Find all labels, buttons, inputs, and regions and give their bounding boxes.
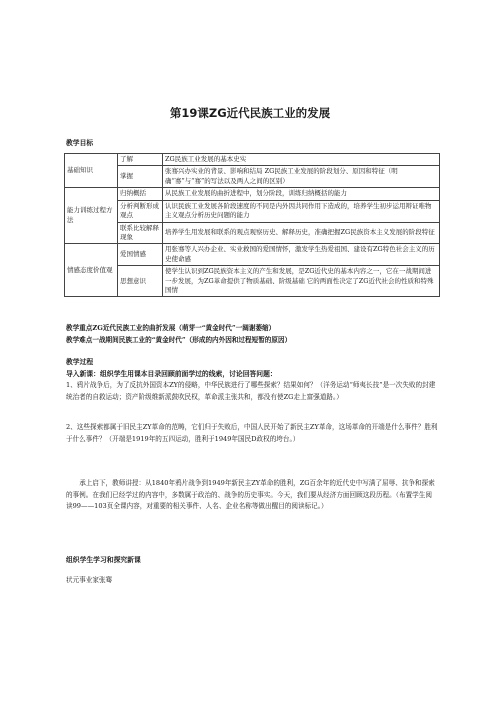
table-cell-group: 情感态度价值观 bbox=[65, 244, 118, 297]
table-cell-text: 使学生认识到ZG民族资本主义的产生和发展，是ZG近代史的基本内容之一，它在一战期间进一步发展，为ZG革命提供了物质基础、阶级基础 它的两面性决定了ZG近代社会的性质和特殊国情 bbox=[163, 266, 440, 297]
subsection-heading: 状元事业家张骞 bbox=[66, 576, 113, 584]
objectives-table bbox=[64, 153, 440, 297]
table-cell-sub: 分析判断形成观点 bbox=[118, 200, 163, 222]
table-cell-group: 基础知识 bbox=[65, 154, 118, 188]
table-cell-sub: 了解 bbox=[118, 154, 163, 166]
table-cell-text: 培养学生用发展和联系的观点观察历史、解释历史，准确把握ZG民族资本主义发展的阶段特征 bbox=[163, 222, 440, 244]
table-row bbox=[65, 266, 440, 297]
difficult-point: 教学难点一战期间民族工业的“黄金时代”（形成的内外因和过程短暂的原因） bbox=[66, 336, 292, 344]
transition-paragraph: 承上启下，教师讲授：从1840年鸦片战争到1949年新民主ZY革命的胜利，ZG百余年的近代史中写满了屈辱、抗争和探索的事例。在我们已经学过的内容中，多数属于政治的、战争的历史事实。今天，我们要从经济方面回顾这段历程。（布置学生阅读99——103页全课内容，对重要的相关事件、人名、企业名称等做出醒目的阅读标记。） bbox=[66, 479, 435, 511]
process-heading: 教学过程 bbox=[66, 358, 94, 366]
table-row bbox=[65, 200, 440, 222]
section-heading: 组织学生学习和探究新课 bbox=[66, 556, 141, 564]
table-row bbox=[65, 222, 440, 244]
table-cell-sub: 联系比较解释现象 bbox=[118, 222, 163, 244]
table-row bbox=[65, 154, 440, 166]
table-cell-sub: 思想意识 bbox=[118, 266, 163, 297]
process-intro: 导入新课：组织学生用课本目录回顾前面学过的线索，讨论回答问题： bbox=[66, 370, 277, 378]
table-cell-text: 用张骞等人兴办企业、实业救国的爱国情怀，激发学生热爱祖国、建设有ZG特色社会主义的历史使命感 bbox=[163, 244, 440, 266]
table-cell-sub: 掌握 bbox=[118, 166, 163, 188]
table-cell-group: 能力训练过程方法 bbox=[65, 188, 118, 244]
table-row bbox=[65, 166, 440, 188]
table-row bbox=[65, 188, 440, 200]
table-cell-text: 从民族工业发展的曲折进程中，划分阶段，训练归纳概括的能力 bbox=[163, 188, 440, 200]
table-row bbox=[65, 244, 440, 266]
page-title: 第19课ZG近代民族工业的发展 bbox=[169, 106, 331, 120]
table-cell-sub: 爱国情感 bbox=[118, 244, 163, 266]
question-1: 1、鸦片战争后，为了反抗外国资本ZY的侵略，中华民族进行了哪些探索？结果如何？（洋务运动“师夷长技”是一次失败的封建统治者的自救运动；资产阶级维新派鼓吹民权，革命派主张共和，都没有使ZG走上富强道路。） bbox=[66, 381, 436, 401]
table-cell-sub: 归纳概括 bbox=[118, 188, 163, 200]
table-cell-text: 张骞兴办实业的背景、影响和结局 ZG民族工业发展的阶段划分、原因和特征（明确“骞”与“骞”的写法以及两人之间的区别） bbox=[163, 166, 440, 188]
objectives-heading: 教学目标 bbox=[66, 139, 94, 147]
table-cell-text: ZG民族工业发展的基本史实 bbox=[163, 154, 440, 166]
table-cell-text: 认识民族工业发展各阶段速度的不同是内外因共同作用下造成的，培养学生初步运用辩证唯物主义观点分析历史问题的能力 bbox=[163, 200, 440, 222]
question-2: 2、这些探索都属于旧民主ZY革命的范畴，它们归于失败后，中国人民开始了新民主ZY革命，这场革命的开端是什么事件？胜利于什么事件？（开端是1919年的五四运动，胜利于1949年国民D政权的垮台。） bbox=[66, 423, 438, 443]
key-point: 教学重点ZG近代民族工业的曲折发展（萌芽一“黄金时代”一阔谢萎缩） bbox=[66, 324, 276, 332]
